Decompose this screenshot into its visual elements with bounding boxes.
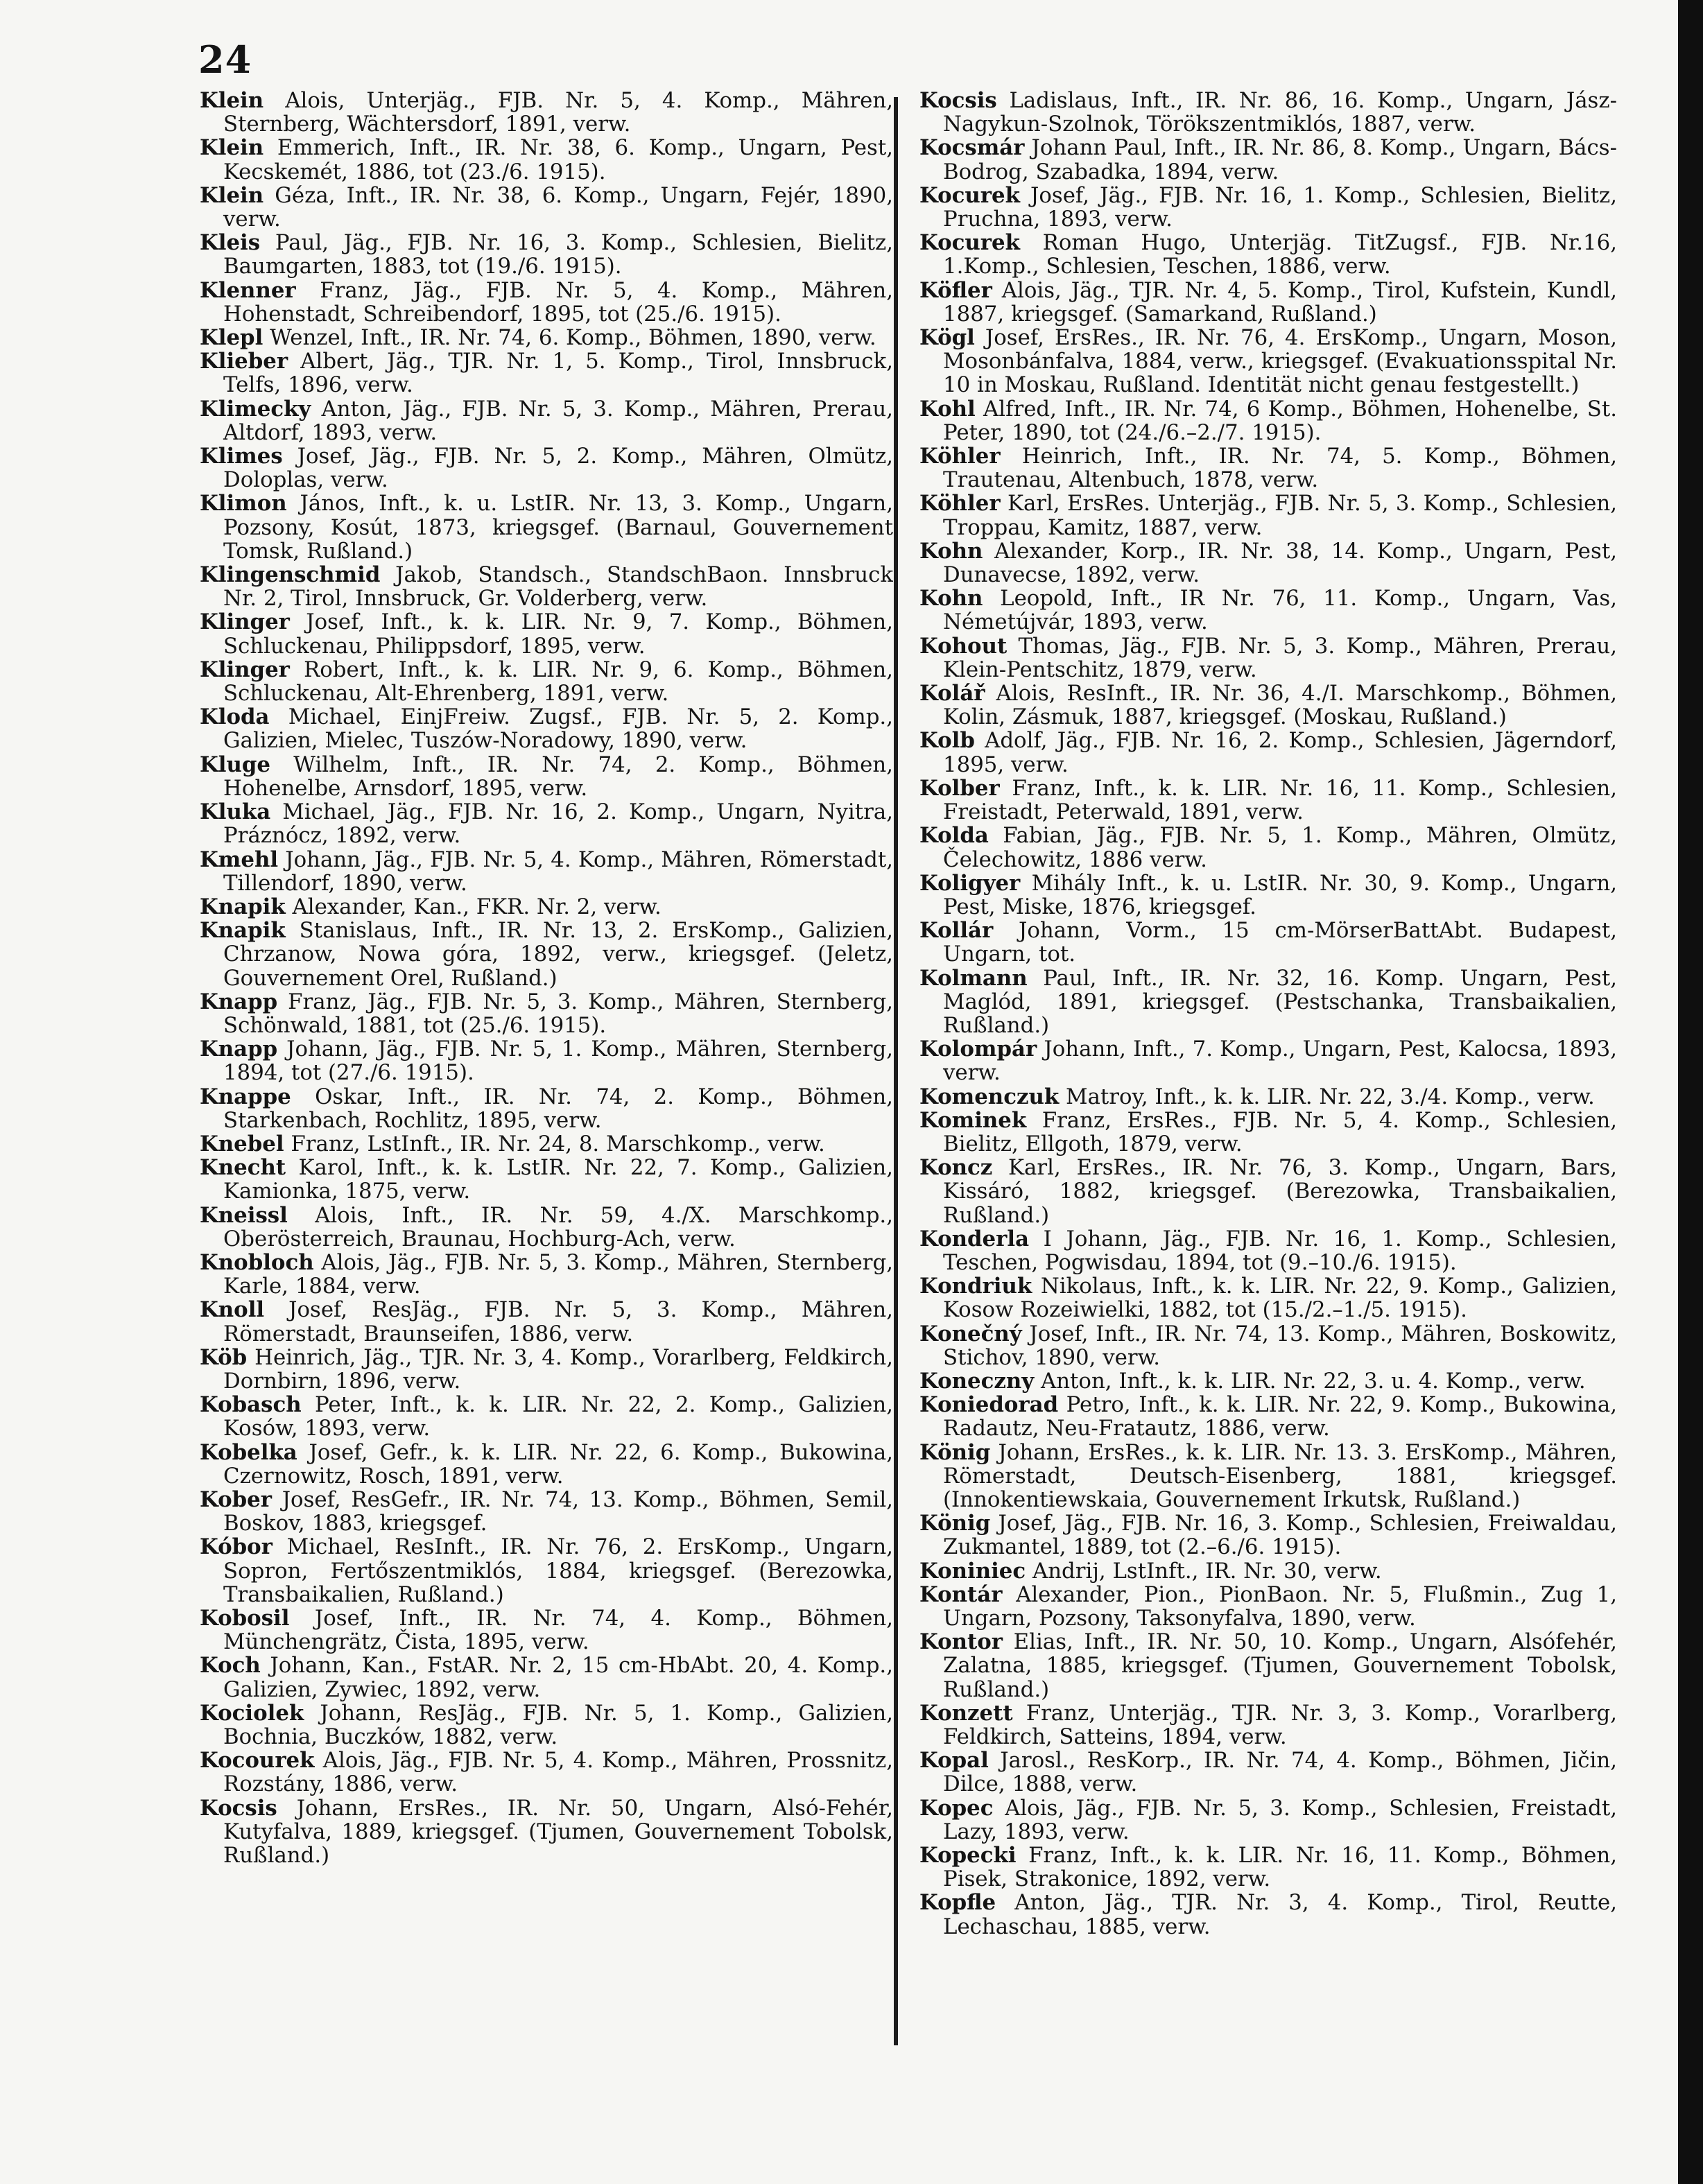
surname: Klimecky: [200, 396, 311, 422]
surname: Klenner: [200, 277, 296, 303]
entry-text: Karol, Inft., k. k. LstIR. Nr. 22, 7. Komp., Galizien, Kamionka, 1875, verw.: [223, 1155, 893, 1204]
entry-text: Alois, Jäg., FJB. Nr. 5, 3. Komp., Mähren, Sternberg, Karle, 1884, verw.: [223, 1249, 893, 1299]
surname: Kolář: [919, 681, 985, 707]
surname: Kolber: [919, 775, 1000, 801]
surname: Kocourek: [200, 1748, 315, 1774]
entry-text: Franz, Inft., k. k. LIR. Nr. 16, 11. Komp., Schlesien, Freistadt, Peterwald, 1891, verw.: [943, 775, 1617, 825]
entry-text: Alois, Jäg., FJB. Nr. 5, 4. Komp., Mähren, Prossnitz, Rozstány, 1886, verw.: [223, 1748, 893, 1797]
surname: Kobasch: [200, 1392, 302, 1418]
surname: Kolmann: [919, 965, 1028, 991]
entry-text: Oskar, Inft., IR. Nr. 74, 2. Komp., Böhmen, Starkenbach, Rochlitz, 1895, verw.: [223, 1084, 893, 1133]
list-item: [919, 967, 1617, 1038]
surname: Knoll: [200, 1297, 265, 1323]
list-item: [919, 1227, 1617, 1274]
list-item: [919, 492, 1617, 539]
list-item: [919, 1749, 1617, 1796]
entry-text: Heinrich, Inft., IR. Nr. 74, 5. Komp., Böhmen, Trautenau, Altenbuch, 1878, verw.: [943, 444, 1617, 493]
surname: Klieber: [200, 349, 288, 374]
surname: Kneissl: [200, 1202, 288, 1228]
surname: Kleis: [200, 230, 261, 256]
list-item: [919, 824, 1617, 871]
entry-text: Josef, Inft., IR. Nr. 74, 13. Komp., Mähren, Boskowitz, Stichov, 1890, verw.: [943, 1321, 1617, 1370]
surname: Knecht: [200, 1155, 286, 1181]
entry-text: Franz, Unterjäg., TJR. Nr. 3, 3. Komp., Vorarlberg, Feldkirch, Satteins, 1894, verw.: [943, 1700, 1617, 1750]
list-item: [919, 634, 1617, 682]
list-item: [919, 1441, 1617, 1512]
scan-edge: [1678, 0, 1703, 2184]
surname: Klingenschmid: [200, 562, 381, 588]
surname: Kolb: [919, 728, 975, 754]
surname: Konečný: [919, 1321, 1022, 1346]
surname: Kopal: [919, 1748, 989, 1774]
entry-text: Albert, Jäg., TJR. Nr. 1, 5. Komp., Tirol, Innsbruck, Telfs, 1896, verw.: [223, 349, 893, 398]
list-item: [200, 492, 893, 563]
surname: Kluge: [200, 752, 270, 777]
list-item: [200, 610, 893, 657]
surname: Koch: [200, 1653, 261, 1679]
surname: Kocsis: [200, 1795, 277, 1821]
list-item: [919, 1393, 1617, 1440]
entry-text: Géza, Inft., IR. Nr. 38, 6. Komp., Ungarn, Fejér, 1890, verw.: [223, 182, 893, 232]
entry-text: Johann, Vorm., 15 cm-MörserBattAbt. Budapest, Ungarn, tot.: [943, 918, 1617, 967]
list-item: [200, 919, 893, 990]
list-item: [919, 1085, 1617, 1109]
list-item: [200, 848, 893, 895]
entry-text: Josef, ResJäg., FJB. Nr. 5, 3. Komp., Mähren, Römerstadt, Braunseifen, 1886, verw.: [223, 1297, 893, 1346]
entry-text: Mihály Inft., k. u. LstIR. Nr. 30, 9. Komp., Ungarn, Pest, Miske, 1876, kriegsgef.: [943, 870, 1617, 919]
list-item: [200, 753, 893, 800]
list-item: [919, 872, 1617, 919]
entry-text: Johann, ErsRes., IR. Nr. 50, Ungarn, Alsó-Fehér, Kutyfalva, 1889, kriegsgef. (Tjumen, Gouvernement Tobolsk, Rußland.): [223, 1795, 893, 1869]
entry-text: Alfred, Inft., IR. Nr. 74, 6 Komp., Böhmen, Hohenelbe, St. Peter, 1890, tot (24./6.–2./7. 1915).: [943, 396, 1617, 445]
list-item: [200, 1204, 893, 1251]
entry-text: Josef, ResGefr., IR. Nr. 74, 13. Komp., Böhmen, Semil, Boskov, 1883, kriegsgef.: [223, 1487, 893, 1536]
entry-text: Josef, Jäg., FJB. Nr. 16, 1. Komp., Schlesien, Bielitz, Pruchna, 1893, verw.: [943, 182, 1617, 232]
entry-text: Anton, Inft., k. k. LIR. Nr. 22, 3. u. 4. Komp., verw.: [1040, 1368, 1586, 1394]
surname: Kolompár: [919, 1037, 1037, 1062]
page-number: 24: [198, 37, 252, 82]
surname: Köhler: [919, 444, 1001, 469]
entry-text: Franz, Jäg., FJB. Nr. 5, 4. Komp., Mähren, Hohenstadt, Schreibendorf, 1895, tot (25./6. 1915).: [223, 277, 893, 327]
entry-text: Alexander, Korp., IR. Nr. 38, 14. Komp., Ungarn, Pest, Dunavecse, 1892, verw.: [943, 538, 1617, 588]
surname: Kopec: [919, 1795, 994, 1821]
surname: Knebel: [200, 1131, 284, 1156]
entry-text: Jarosl., ResKorp., IR. Nr. 74, 4. Komp., Böhmen, Jičin, Dilce, 1888, verw.: [943, 1748, 1617, 1797]
list-item: [200, 658, 893, 705]
list-item: [200, 1346, 893, 1393]
surname: Konderla: [919, 1226, 1030, 1251]
entry-text: Andrij, LstInft., IR. Nr. 30, verw.: [1032, 1558, 1382, 1584]
list-item: [200, 990, 893, 1037]
surname: Köfler: [919, 277, 992, 303]
right-column: [919, 89, 1617, 2072]
surname: Knappe: [200, 1084, 291, 1109]
surname: Kober: [200, 1487, 272, 1512]
entry-text: Roman Hugo, Unterjäg. TitZugsf., FJB. Nr.16, 1.Komp., Schlesien, Teschen, 1886, verw.: [943, 230, 1617, 279]
list-item: [919, 1630, 1617, 1701]
list-item: [200, 231, 893, 278]
entry-text: Alois, Jäg., TJR. Nr. 4, 5. Komp., Tirol, Kufstein, Kundl, 1887, kriegsgef. (Samarkand, Rußland.): [943, 277, 1617, 327]
surname: Kluka: [200, 799, 271, 825]
list-item: [919, 1583, 1617, 1630]
entry-text: Stanislaus, Inft., IR. Nr. 13, 2. ErsKomp., Galizien, Chrzanow, Nowa góra, 1892, verw., kriegsgef. (Jeletz, Gouvernement Orel, Rußland.): [223, 918, 893, 991]
surname: Kohout: [919, 633, 1008, 659]
surname: Kontor: [919, 1629, 1003, 1655]
list-item: [919, 1109, 1617, 1156]
entry-text: Jakob, Standsch., StandschBaon. Innsbruck Nr. 2, Tirol, Innsbruck, Gr. Volderberg, verw.: [223, 562, 893, 612]
list-item: [200, 1156, 893, 1203]
list-item: [919, 682, 1617, 729]
surname: Kollár: [919, 918, 994, 944]
list-item: [200, 1037, 893, 1084]
surname: König: [919, 1511, 991, 1536]
list-item: [919, 1844, 1617, 1891]
entry-text: Leopold, Inft., IR Nr. 76, 11. Komp., Ungarn, Vas, Németújvár, 1893, verw.: [943, 586, 1617, 635]
entry-text: Michael, ResInft., IR. Nr. 76, 2. ErsKomp., Ungarn, Sopron, Fertőszentmiklós, 1884, kriegsgef. (Berezowka, Transbaikalien, Rußland.): [223, 1534, 893, 1607]
surname: Konzett: [919, 1700, 1013, 1726]
surname: Köhler: [919, 491, 1001, 517]
list-item: [200, 1393, 893, 1440]
list-item: [200, 563, 893, 610]
entry-text: Paul, Inft., IR. Nr. 32, 16. Komp. Ungarn, Pest, Maglód, 1891, kriegsgef. (Pestschanka, Transbaikalien, Rußland.): [943, 965, 1617, 1038]
list-item: [919, 919, 1617, 966]
surname: Kondriuk: [919, 1274, 1032, 1299]
surname: Klepl: [200, 325, 263, 351]
entry-text: Alois, Inft., IR. Nr. 59, 4./X. Marschkomp., Oberösterreich, Braunau, Hochburg-Ach, verw.: [223, 1202, 893, 1251]
entry-text: Elias, Inft., IR. Nr. 50, 10. Komp., Ungarn, Alsófehér, Zalatna, 1885, kriegsgef. (Tjumen, Gouvernement Tobolsk, Rußland.): [943, 1629, 1617, 1702]
entry-text: Wilhelm, Inft., IR. Nr. 74, 2. Komp., Böhmen, Hohenelbe, Arnsdorf, 1895, verw.: [223, 752, 893, 801]
surname: Kocurek: [919, 182, 1020, 208]
entry-text: Peter, Inft., k. k. LIR. Nr. 22, 2. Komp., Galizien, Kosów, 1893, verw.: [223, 1392, 893, 1441]
entry-text: Thomas, Jäg., FJB. Nr. 5, 3. Komp., Mähren, Prerau, Klein-Pentschitz, 1879, verw.: [943, 633, 1617, 682]
list-item: [919, 539, 1617, 587]
entry-text: Ladislaus, Inft., IR. Nr. 86, 16. Komp., Ungarn, Jász-Nagykun-Szolnok, Törökszentmiklós, 1887, verw.: [943, 89, 1617, 137]
surname: Kohl: [919, 396, 976, 422]
entry-text: Franz, ErsRes., FJB. Nr. 5, 4. Komp., Schlesien, Bielitz, Ellgoth, 1879, verw.: [943, 1107, 1617, 1156]
entry-text: Alexander, Kan., FKR. Nr. 2, verw.: [292, 894, 662, 919]
list-item: [200, 1441, 893, 1488]
surname: Klinger: [200, 657, 290, 682]
entry-text: János, Inft., k. u. LstIR. Nr. 13, 3. Komp., Ungarn, Pozsony, Kosút, 1873, kriegsgef. (Barnaul, Gouvernement Tomsk, Rußland.): [223, 491, 893, 564]
list-item: [200, 800, 893, 847]
list-item: [200, 136, 893, 183]
surname: Komenczuk: [919, 1084, 1060, 1109]
entry-text: Karl, ErsRes., IR. Nr. 76, 3. Komp., Ungarn, Bars, Kissáró, 1882, kriegsgef. (Berezowka, Transbaikalien, Rußland.): [943, 1155, 1617, 1228]
entry-text: Matroy, Inft., k. k. LIR. Nr. 22, 3./4. Komp., verw.: [1065, 1084, 1595, 1109]
list-item: [919, 326, 1617, 397]
list-item: [919, 729, 1617, 776]
surname: Kobelka: [200, 1439, 297, 1465]
surname: Kociolek: [200, 1700, 304, 1726]
surname: Kocsmár: [919, 135, 1025, 161]
list-item: [919, 1511, 1617, 1559]
list-item: [200, 1488, 893, 1535]
entry-text: Josef, Inft., IR. Nr. 74, 4. Komp., Böhmen, Münchengrätz, Čista, 1895, verw.: [223, 1606, 893, 1655]
list-item: [200, 1085, 893, 1132]
entry-text: Josef, ErsRes., IR. Nr. 76, 4. ErsKomp., Ungarn, Moson, Mosonbánfalva, 1884, verw., kriegsgef. (Evakuationsspital Nr. 10 in Moskau, Rußland. Identität nicht genau festgestellt.): [943, 325, 1617, 398]
list-item: [919, 1796, 1617, 1844]
surname: Knobloch: [200, 1249, 314, 1275]
surname: Koligyer: [919, 870, 1021, 896]
list-item: [919, 136, 1617, 183]
entry-text: Johann, Inft., 7. Komp., Ungarn, Pest, Kalocsa, 1893, verw.: [943, 1037, 1617, 1086]
surname: Klimon: [200, 491, 287, 517]
list-item: [919, 1322, 1617, 1369]
list-item: [919, 397, 1617, 444]
surname: Kolda: [919, 823, 989, 849]
list-item: [919, 1037, 1617, 1084]
list-item: [919, 1274, 1617, 1321]
list-item: [200, 1535, 893, 1606]
entry-text: Heinrich, Jäg., TJR. Nr. 3, 4. Komp., Vorarlberg, Feldkirch, Dornbirn, 1896, verw.: [223, 1344, 893, 1394]
entry-text: Alois, Jäg., FJB. Nr. 5, 3. Komp., Schlesien, Freistadt, Lazy, 1893, verw.: [943, 1795, 1617, 1844]
entry-text: Karl, ErsRes. Unterjäg., FJB. Nr. 5, 3. Komp., Schlesien, Troppau, Kamitz, 1887, verw.: [943, 491, 1617, 540]
surname: Kmehl: [200, 847, 279, 872]
entry-text: Emmerich, Inft., IR. Nr. 38, 6. Komp., Ungarn, Pest, Kecskemét, 1886, tot (23./6. 1915).: [223, 135, 893, 184]
entry-text: Johann, ErsRes., k. k. LIR. Nr. 13. 3. ErsKomp., Mähren, Römerstadt, Deutsch-Eisenberg, 1881, kriegsgef. (Innokentiewskaia, Gouvernement Irkutsk, Rußland.): [943, 1439, 1617, 1512]
entry-text: Adolf, Jäg., FJB. Nr. 16, 2. Komp., Schlesien, Jägerndorf, 1895, verw.: [943, 728, 1617, 777]
surname: Kopfle: [919, 1890, 996, 1916]
surname: Klein: [200, 135, 264, 161]
list-item: [200, 397, 893, 444]
list-item: [200, 444, 893, 492]
surname: Klein: [200, 89, 264, 113]
list-item: [200, 279, 893, 326]
entry-text: Alois, Unterjäg., FJB. Nr. 5, 4. Komp., Mähren, Sternberg, Wächtersdorf, 1891, verw.: [223, 89, 893, 137]
entry-text: Johann, Jäg., FJB. Nr. 5, 4. Komp., Mähren, Römerstadt, Tillendorf, 1890, verw.: [223, 847, 893, 896]
list-item: [919, 89, 1617, 136]
surname: Knapik: [200, 894, 286, 919]
surname: König: [919, 1439, 991, 1465]
entry-text: Anton, Jäg., TJR. Nr. 3, 4. Komp., Tirol, Reutte, Lechaschau, 1885, verw.: [943, 1890, 1617, 1939]
entry-text: Petro, Inft., k. k. LIR. Nr. 22, 9. Komp., Bukowina, Radautz, Neu-Fratautz, 1886, verw.: [943, 1392, 1617, 1441]
surname: Kocurek: [919, 230, 1020, 256]
surname: Kohn: [919, 586, 983, 612]
surname: Kobosil: [200, 1606, 290, 1631]
surname: Köb: [200, 1344, 248, 1370]
left-column: [200, 89, 893, 2072]
list-item: [919, 1701, 1617, 1749]
entry-text: Josef, Inft., k. k. LIR. Nr. 9, 7. Komp., Böhmen, Schluckenau, Philippsdorf, 1895, verw.: [223, 609, 893, 659]
column-divider: [894, 97, 898, 2045]
surname: Kloda: [200, 704, 270, 730]
entry-text: Josef, Gefr., k. k. LIR. Nr. 22, 6. Komp., Bukowina, Czernowitz, Rosch, 1891, verw.: [223, 1439, 893, 1489]
list-item: [919, 184, 1617, 231]
list-item: [200, 895, 893, 919]
list-item: [200, 184, 893, 231]
surname: Klimes: [200, 444, 283, 469]
surname: Knapik: [200, 918, 286, 944]
list-item: [200, 1606, 893, 1654]
list-item: [919, 1156, 1617, 1227]
entry-text: Franz, LstInft., IR. Nr. 24, 8. Marschkomp., verw.: [291, 1131, 825, 1156]
list-item: [919, 1891, 1617, 1938]
entry-text: Josef, Jäg., FJB. Nr. 5, 2. Komp., Mähren, Olmütz, Doloplas, verw.: [223, 444, 893, 493]
list-item: [200, 705, 893, 752]
surname: Kocsis: [919, 89, 997, 113]
entry-text: Alois, ResInft., IR. Nr. 36, 4./I. Marschkomp., Böhmen, Kolin, Zásmuk, 1887, kriegsgef. (Moskau, Rußland.): [943, 681, 1617, 730]
entry-text: Johann, Kan., FstAR. Nr. 2, 15 cm-HbAbt. 20, 4. Komp., Galizien, Zywiec, 1892, verw.: [223, 1653, 893, 1702]
entry-text: Franz, Jäg., FJB. Nr. 5, 3. Komp., Mähren, Sternberg, Schönwald, 1881, tot (25./6. 1915).: [223, 989, 893, 1038]
surname: Kopecki: [919, 1843, 1017, 1869]
entry-text: Johann, Jäg., FJB. Nr. 5, 1. Komp., Mähren, Sternberg, 1894, tot (27./6. 1915).: [223, 1037, 893, 1086]
list-item: [200, 1749, 893, 1796]
list-item: [919, 444, 1617, 492]
surname: Knapp: [200, 1037, 278, 1062]
surname: Koneczny: [919, 1368, 1035, 1394]
list-item: [200, 1251, 893, 1298]
surname: Koniniec: [919, 1558, 1026, 1584]
entry-text: Fabian, Jäg., FJB. Nr. 5, 1. Komp., Mähren, Olmütz, Čelechowitz, 1886 verw.: [943, 823, 1617, 872]
surname: Koniedorad: [919, 1392, 1059, 1418]
surname: Kóbor: [200, 1534, 273, 1560]
surname: Kögl: [919, 325, 975, 351]
entry-text: Michael, EinjFreiw. Zugsf., FJB. Nr. 5, 2. Komp., Galizien, Mielec, Tuszów-Noradowy, 1890, verw.: [223, 704, 893, 754]
entry-text: Nikolaus, Inft., k. k. LIR. Nr. 22, 9. Komp., Galizien, Kosow Rozeiwielki, 1882, tot (15./2.–1./5. 1915).: [943, 1274, 1617, 1323]
list-item: [200, 326, 893, 349]
list-item: [200, 1654, 893, 1701]
surname: Kominek: [919, 1107, 1027, 1133]
list-item: [200, 89, 893, 136]
list-item: [200, 349, 893, 397]
entry-text: I Johann, Jäg., FJB. Nr. 16, 1. Komp., Schlesien, Teschen, Pogwisdau, 1894, tot (9.–10./6. 1915).: [943, 1226, 1617, 1275]
list-item: [919, 1559, 1617, 1583]
surname: Kontár: [919, 1581, 1003, 1607]
list-item: [200, 1796, 893, 1868]
list-item: [200, 1701, 893, 1749]
entry-text: Johann, ResJäg., FJB. Nr. 5, 1. Komp., Galizien, Bochnia, Buczków, 1882, verw.: [223, 1700, 893, 1750]
surname: Koncz: [919, 1155, 993, 1181]
entry-text: Paul, Jäg., FJB. Nr. 16, 3. Komp., Schlesien, Bielitz, Baumgarten, 1883, tot (19./6. 1915).: [223, 230, 893, 279]
entry-text: Josef, Jäg., FJB. Nr. 16, 3. Komp., Schlesien, Freiwaldau, Zukmantel, 1889, tot (2.–6./6. 1915).: [943, 1511, 1617, 1560]
entry-text: Michael, Jäg., FJB. Nr. 16, 2. Komp., Ungarn, Nyitra, Práznócz, 1892, verw.: [223, 799, 893, 849]
entry-text: Johann Paul, Inft., IR. Nr. 86, 8. Komp., Ungarn, Bács-Bodrog, Szabadka, 1894, verw.: [943, 135, 1617, 184]
surname: Kohn: [919, 538, 983, 564]
entry-text: Wenzel, Inft., IR. Nr. 74, 6. Komp., Böhmen, 1890, verw.: [270, 325, 876, 351]
surname: Klinger: [200, 609, 290, 635]
list-item: [919, 587, 1617, 634]
entry-text: Anton, Jäg., FJB. Nr. 5, 3. Komp., Mähren, Prerau, Altdorf, 1893, verw.: [223, 396, 893, 445]
entry-text: Robert, Inft., k. k. LIR. Nr. 9, 6. Komp., Böhmen, Schluckenau, Alt-Ehrenberg, 1891, verw.: [223, 657, 893, 707]
entry-text: Franz, Inft., k. k. LIR. Nr. 16, 11. Komp., Böhmen, Pisek, Strakonice, 1892, verw.: [943, 1843, 1617, 1892]
list-item: [919, 1369, 1617, 1393]
list-item: [200, 1132, 893, 1156]
list-item: [919, 231, 1617, 278]
list-item: [919, 777, 1617, 824]
surname: Knapp: [200, 989, 278, 1014]
surname: Klein: [200, 182, 264, 208]
list-item: [200, 1298, 893, 1345]
entry-text: Alexander, Pion., PionBaon. Nr. 5, Flußmin., Zug 1, Ungarn, Pozsony, Taksonyfalva, 1890, verw.: [943, 1581, 1617, 1631]
list-item: [919, 279, 1617, 326]
